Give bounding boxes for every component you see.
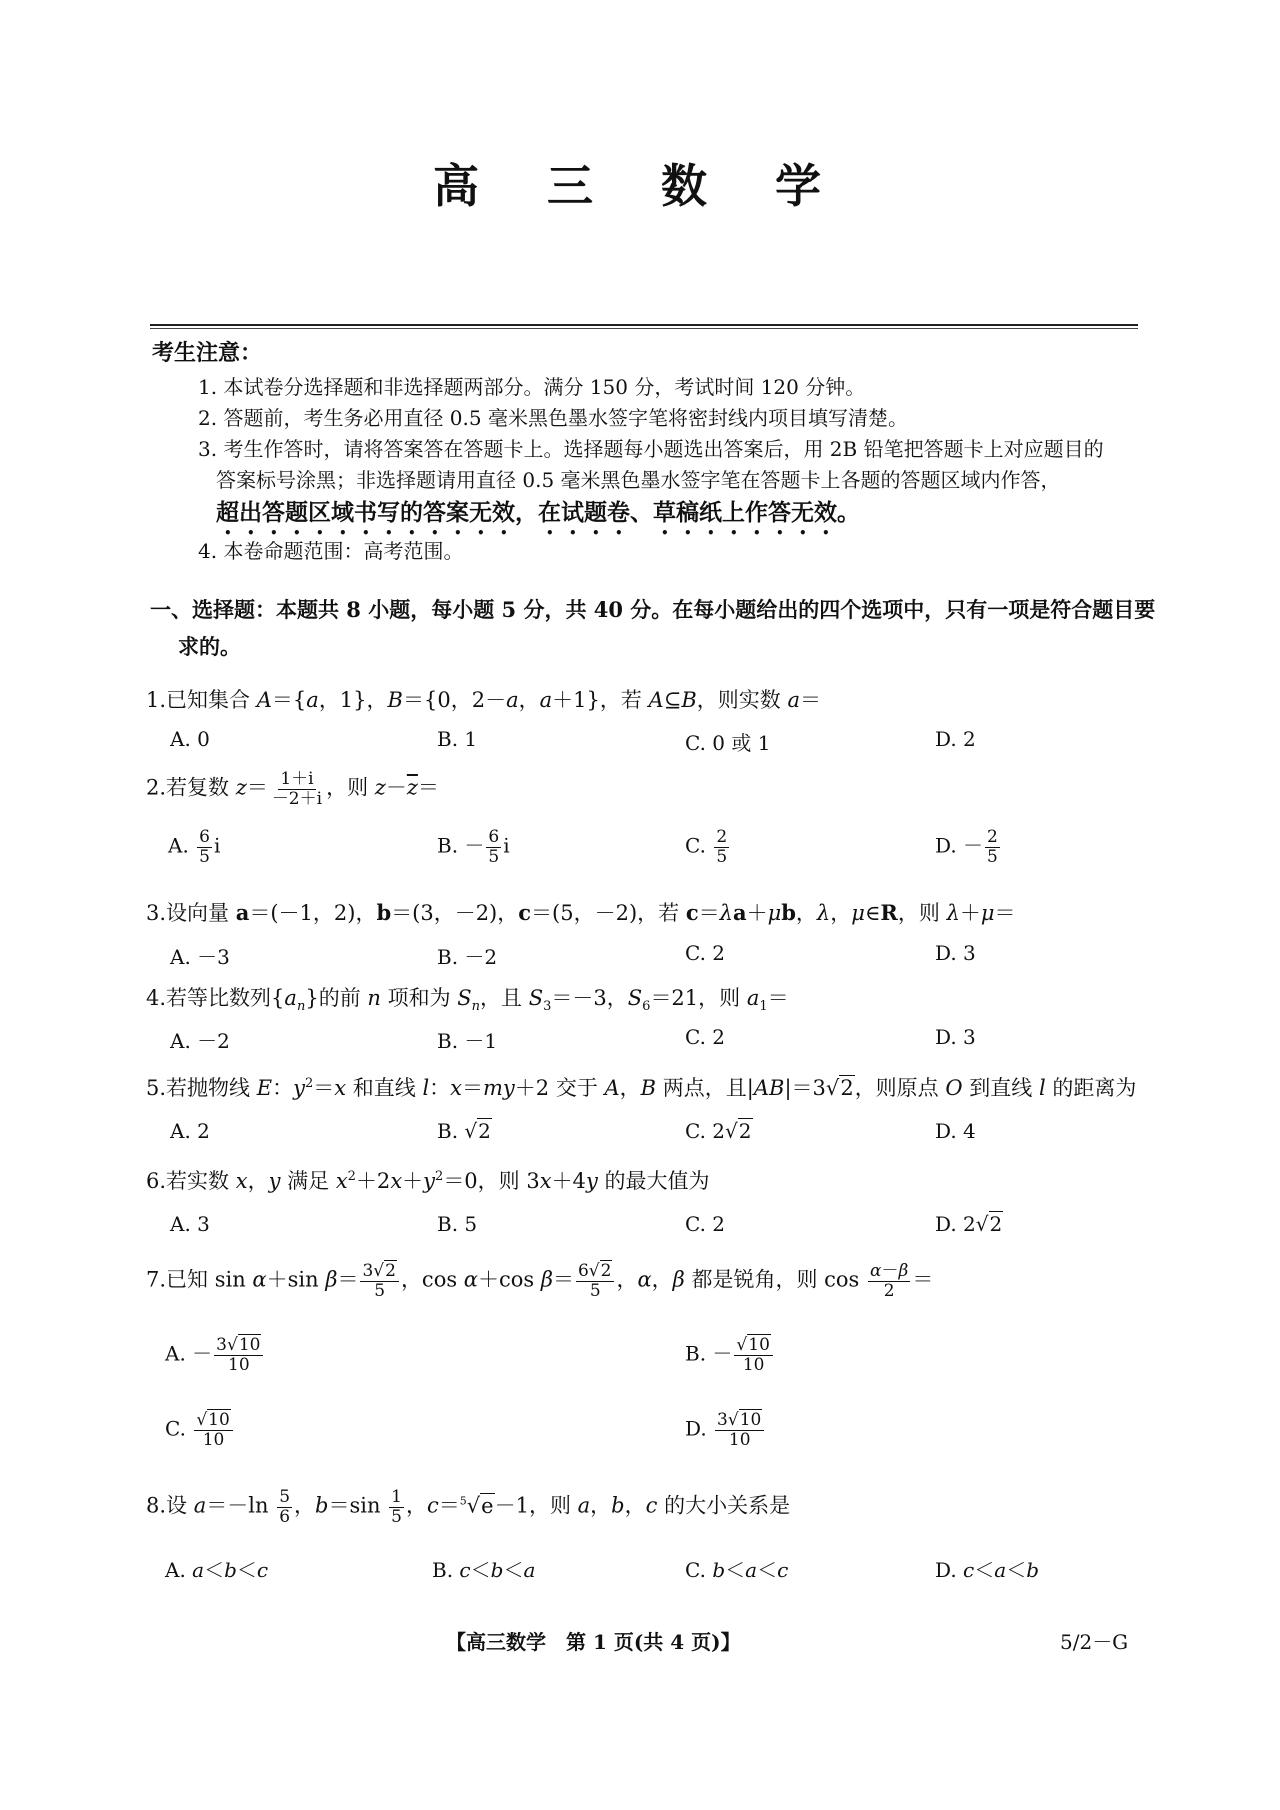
question-num: 4. [146, 986, 167, 1010]
q7-option-c: C. $\frac{√10}{10}$ [165, 1411, 235, 1449]
q8-option-d: D. c＜a＜b [935, 1558, 1039, 1582]
question-num: 3. [146, 901, 167, 925]
q8-option-b: B. c＜b＜a [432, 1558, 536, 1582]
question-7: 7.已知 sin α＋sin β＝ $\frac{3√2}{5}$ ，cos α＋cos β＝ $\frac{6√2}{5}$ ，α，β 都是锐角，则 cos $\frac{\alpha-\beta}{2}$ ＝ [146, 1261, 934, 1301]
q7-option-a: A. － $\frac{3√10}{10}$ [165, 1336, 265, 1374]
q1-option-d: D. 2 [935, 727, 976, 751]
q6-option-b: B. 5 [437, 1212, 478, 1236]
notice-item-4: 4. 本卷命题范围：高考范围。 [198, 539, 464, 563]
q5-option-b: B. √2 [437, 1119, 491, 1143]
q3-option-c: C. 2 [685, 941, 726, 965]
notice-item-3: 3. 考生作答时，请将答案答在答题卡上。选择题每小题选出答案后，用 2B 铅笔把答题卡上对应题目的 [198, 437, 1104, 461]
q1-option-b: B. 1 [437, 727, 478, 751]
notice-item-2: 2. 答题前，考生务必用直径 0.5 毫米黑色墨水签字笔将密封线内项目填写清楚。 [198, 406, 908, 430]
q1-option-a: A. 0 [170, 727, 210, 751]
notice-item-3-cont: 答案标号涂黑；非选择题请用直径 0.5 毫米黑色墨水签字笔在答题卡上各题的答题区域内作答， [216, 468, 1061, 492]
notice-heading: 考生注意： [152, 340, 263, 366]
section-1-heading-cont: 求的。 [178, 634, 241, 659]
page-footer: 【高三数学 第 1 页(共 4 页)】 [446, 1630, 741, 1654]
question-num: 7. [146, 1267, 167, 1292]
q5-option-d: D. 4 [935, 1119, 976, 1143]
section-1-heading: 一、选择题：本题共 8 小题，每小题 5 分，共 40 分。在每小题给出的四个选项中，只有一项是符合题目要 [150, 597, 1156, 622]
q4-option-d: D. 3 [935, 1025, 976, 1049]
question-8: 8.设 a＝－ln $\frac{5}{6}$ ，b＝sin $\frac{1}{5}$ ，c＝$^5$√e－1，则 a，b，c 的大小关系是 [146, 1487, 791, 1527]
header-rule [150, 324, 1138, 326]
q4-option-b: B. －1 [437, 1029, 498, 1053]
question-num: 1. [146, 688, 167, 712]
q4-option-c: C. 2 [685, 1025, 726, 1049]
question-2: 2.若复数 z＝ $\frac{1+i}{-2+i}$ ，则 $z-\overline{z}=$ [146, 769, 439, 809]
q6-option-a: A. 3 [170, 1212, 210, 1236]
question-num: 5. [146, 1076, 167, 1100]
question-3: 3.设向量 a＝(－1，2)，b＝(3，－2)，c＝(5，－2)，若 c＝λa＋μb，λ，μ∈R，则 λ＋μ＝ [146, 900, 1016, 925]
q8-option-a: A. a＜b＜c [165, 1558, 269, 1582]
header-rule-thin [150, 328, 1138, 329]
q4-option-a: A. －2 [170, 1029, 230, 1053]
question-num: 6. [146, 1169, 167, 1193]
question-4: 4.若等比数列$\{a_n\}$的前 n 项和为 $S_n$，且 $S_3=-3$，$S_6=21$，则 $a_1=$ [146, 986, 789, 1015]
q7-option-d: D. $\frac{3√10}{10}$ [685, 1411, 766, 1449]
q5-option-a: A. 2 [170, 1119, 210, 1143]
q2-option-c: C. $\frac{2}{5}$ [685, 827, 728, 867]
page-code: 5/2－G [1060, 1630, 1129, 1654]
q3-option-a: A. －3 [170, 945, 230, 969]
question-1: 1.已知集合 A＝{a，1}，B＝{0，2－a，a＋1}，若 A⊆B，则实数 a＝ [146, 688, 821, 712]
q6-option-c: C. 2 [685, 1212, 726, 1236]
q3-option-d: D. 3 [935, 941, 976, 965]
q8-option-c: C. b＜a＜c [685, 1558, 789, 1582]
q3-option-b: B. －2 [437, 945, 498, 969]
q1-option-c: C. 0 或 1 [685, 731, 771, 755]
question-num: 8. [146, 1493, 167, 1518]
q2-option-b: B. － $\frac{6}{5}$ i [437, 827, 510, 867]
q7-option-b: B. － $\frac{√10}{10}$ [685, 1336, 775, 1374]
q2-option-d: D. － $\frac{2}{5}$ [935, 827, 998, 867]
question-6: 6.若实数 x，y 满足 $x^2+2x+y^2=0$，则 3x＋4y 的最大值为 [146, 1169, 710, 1193]
q5-option-c: C. 2√2 [685, 1119, 752, 1143]
q6-option-d: D. 2√2 [935, 1212, 1003, 1236]
page-title: 高 三 数 学 [432, 159, 848, 213]
notice-item-1: 1. 本试卷分选择题和非选择题两部分。满分 150 分，考试时间 120 分钟。 [198, 375, 866, 399]
notice-item-3-emphasis: 超出答题区域书写的答案无效，在试题卷、草稿纸上作答无效。 [216, 500, 860, 526]
question-num: 2. [146, 775, 167, 800]
q2-option-a: A. $\frac{6}{5}$ i [168, 827, 221, 867]
question-5: 5.若抛物线 E：$y^2=x$ 和直线 l：x＝my＋2 交于 A，B 两点，且|AB|＝3√2，则原点 O 到直线 l 的距离为 [146, 1076, 1137, 1100]
